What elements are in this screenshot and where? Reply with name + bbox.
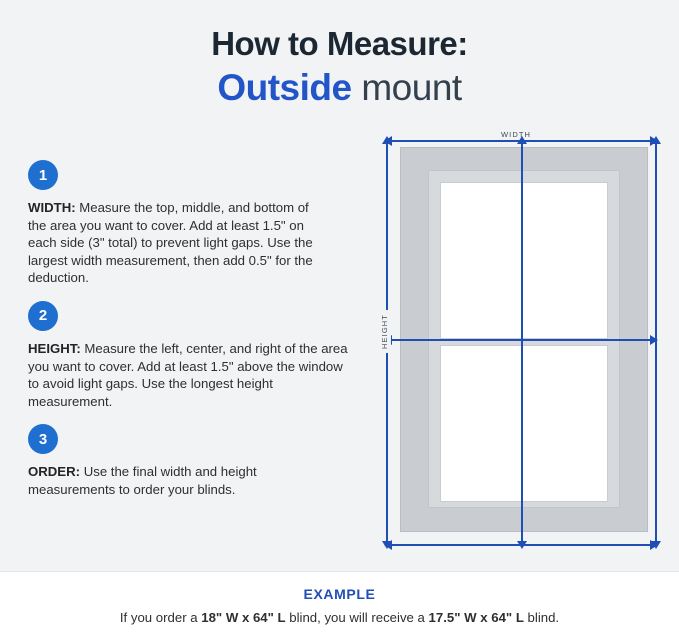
title-mount-word: mount [351, 67, 462, 108]
height-dimension-line-right [655, 140, 657, 545]
step-height [28, 301, 368, 410]
example-order-size: 18" W x 64" L [201, 610, 286, 625]
width-label: WIDTH [497, 130, 535, 139]
example-received-size: 17.5" W x 64" L [428, 610, 524, 625]
steps-list [28, 160, 368, 513]
height-label: HEIGHT [378, 310, 391, 353]
window-pane-bottom [440, 345, 608, 502]
step-text-1 [28, 199, 313, 287]
title-line-1: How to Measure: [211, 25, 468, 62]
step-number-badge-2: 2 [28, 301, 58, 331]
step-body-1: Measure the top, middle, and bottom of the area you want to cover. Add at least 1.5" on each side (3" total) to prevent light gaps. Use the largest width measurement, then add 0.5" for the deduction. [28, 200, 313, 286]
window-diagram [378, 132, 663, 557]
width-arrow-right-middle [650, 335, 658, 345]
height-arrow-up-left [382, 136, 392, 144]
step-order [28, 424, 368, 498]
height-arrow-down-right [651, 541, 661, 549]
step-text-2 [28, 340, 356, 410]
title-line-2 [0, 66, 679, 110]
step-body-2: Measure the left, center, and right of the area you want to cover. Add at least 1.5" above the window to avoid light gaps. Use the longest height measurement. [28, 340, 348, 409]
step-width [28, 160, 368, 287]
window-pane-top [440, 182, 608, 339]
height-arrow-down-center [517, 541, 527, 549]
example-text-mid: blind, you will receive a [285, 610, 429, 625]
height-dimension-line-center [521, 140, 523, 545]
example-text [0, 610, 679, 625]
height-arrow-up-center [517, 136, 527, 144]
step-number-badge-1: 1 [28, 160, 58, 190]
page-title [0, 24, 679, 110]
example-heading: EXAMPLE [303, 586, 376, 602]
step-label-1: WIDTH: [28, 200, 76, 215]
height-arrow-down-left [382, 541, 392, 549]
step-number-badge-3: 3 [28, 424, 58, 454]
title-accent-word: Outside [217, 67, 352, 108]
step-label-2: HEIGHT: [28, 340, 81, 356]
example-text-post: blind. [523, 610, 560, 625]
height-arrow-up-right [651, 136, 661, 144]
example-text-pre: If you order a [119, 610, 202, 625]
example-footer [0, 571, 679, 644]
step-body-3: Use the final width and height measurements to order your blinds. [28, 464, 257, 497]
step-text-3 [28, 463, 328, 498]
step-label-3: ORDER: [28, 464, 81, 480]
